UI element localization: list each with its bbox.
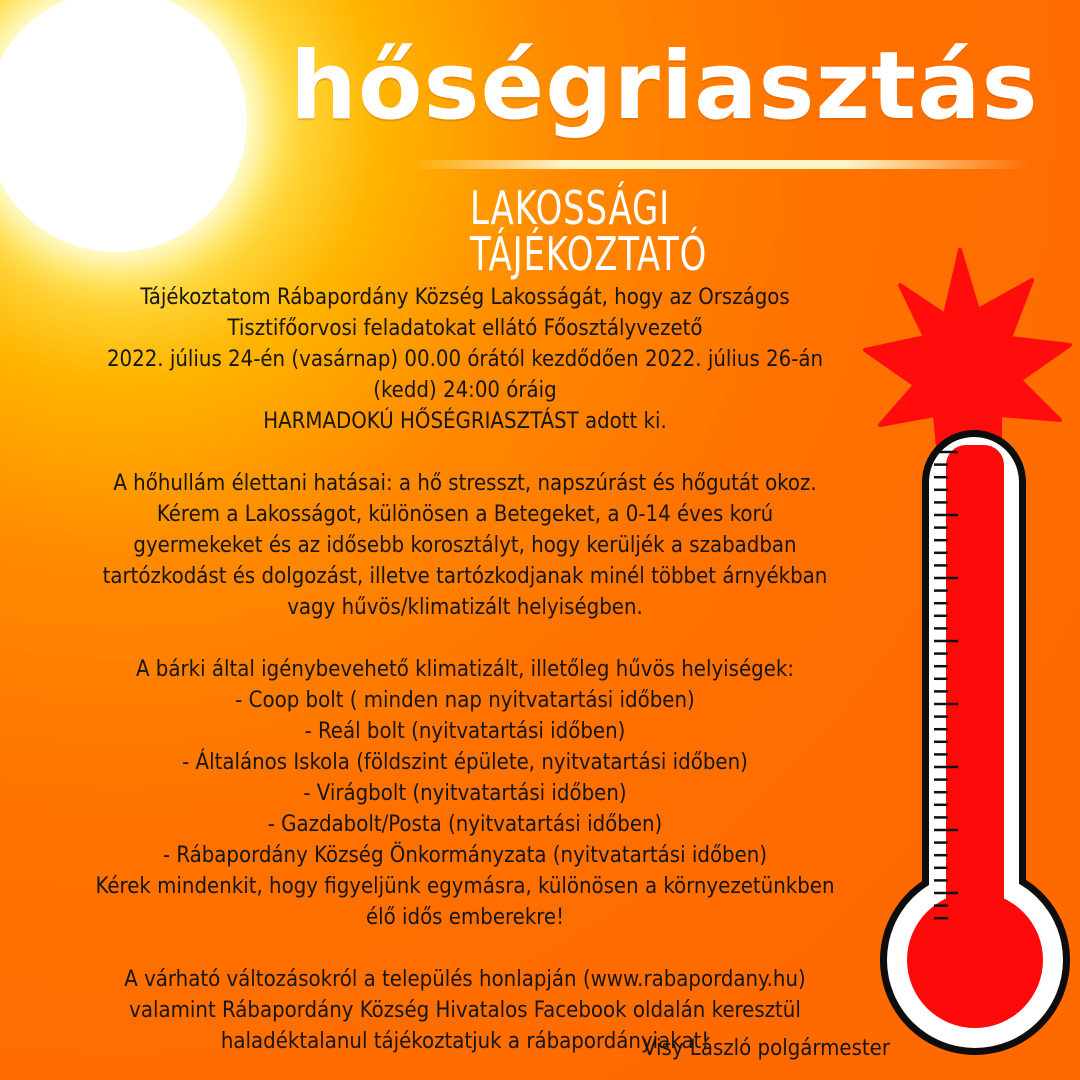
place-item: - Gazdabolt/Posta (nyitvatartási időben) [267,812,663,837]
title-divider [410,160,1030,169]
place-item: - Reál bolt (nyitvatartási időben) [304,719,626,744]
poster-title: hőségriasztás [290,32,1039,141]
poster-subtitle: LAKOSSÁGI TÁJÉKOZTATÓ [470,181,708,281]
effects-line: gyermekeket és az idősebb korosztályt, hogy kerüljék a szabadban [133,533,797,558]
effects-line: vagy hűvös/klimatizált helyiségben. [287,595,643,620]
updates-line: haladéktalanul tájékoztatjuk a rábapordányiakat! [220,1029,710,1054]
announcement-body [35,282,895,1057]
effects-line: Kérem a Lakosságot, különösen a Betegeket, a 0-14 éves korú [156,502,774,527]
thermometer-icon [860,240,1080,1080]
updates-line: A várható változásokról a település honlapján (www.rabapordany.hu) [124,967,806,992]
effects-line: A hőhullám élettani hatásai: a hő stresszt, napszúrást és hőgutát okoz. [113,471,817,496]
intro-line: Tájékoztatom Rábapordány Község Lakosságát, hogy az Országos [140,285,790,310]
place-item: - Virágbolt (nyitvatartási időben) [303,781,627,806]
place-item: - Coop bolt ( minden nap nyitvatartási időben) [235,688,695,713]
signature: Visy László polgármester [642,1036,890,1061]
care-line: Kérek mindenkit, hogy figyeljünk egymásra, különösen a környezetünkben [95,874,835,899]
intro-line: HARMADOKÚ HŐSÉGRIASZTÁST adott ki. [263,409,667,434]
place-item: - Rábapordány Község Önkormányzata (nyitvatartási időben) [162,843,768,868]
intro-line: Tisztifőorvosi feladatokat ellátó Főosztályvezető [227,316,703,341]
updates-line: valamint Rábapordány Község Hivatalos Facebook oldalán keresztül [129,998,801,1023]
effects-line: tartózkodást és dolgozást, illetve tartózkodjanak minél többet árnyékban [102,564,828,589]
care-line: élő idős emberekre! [365,905,565,930]
intro-line: 2022. július 24-én (vasárnap) 00.00 órától kezdődően 2022. július 26-án [106,347,824,372]
place-item: - Általános Iskola (földszint épülete, nyitvatartási időben) [182,750,748,775]
intro-line: (kedd) 24:00 óráig [373,378,557,403]
places-intro: A bárki által igénybevehető klimatizált, illetőleg hűvös helyiségek: [135,657,795,682]
sun-icon [0,0,247,252]
